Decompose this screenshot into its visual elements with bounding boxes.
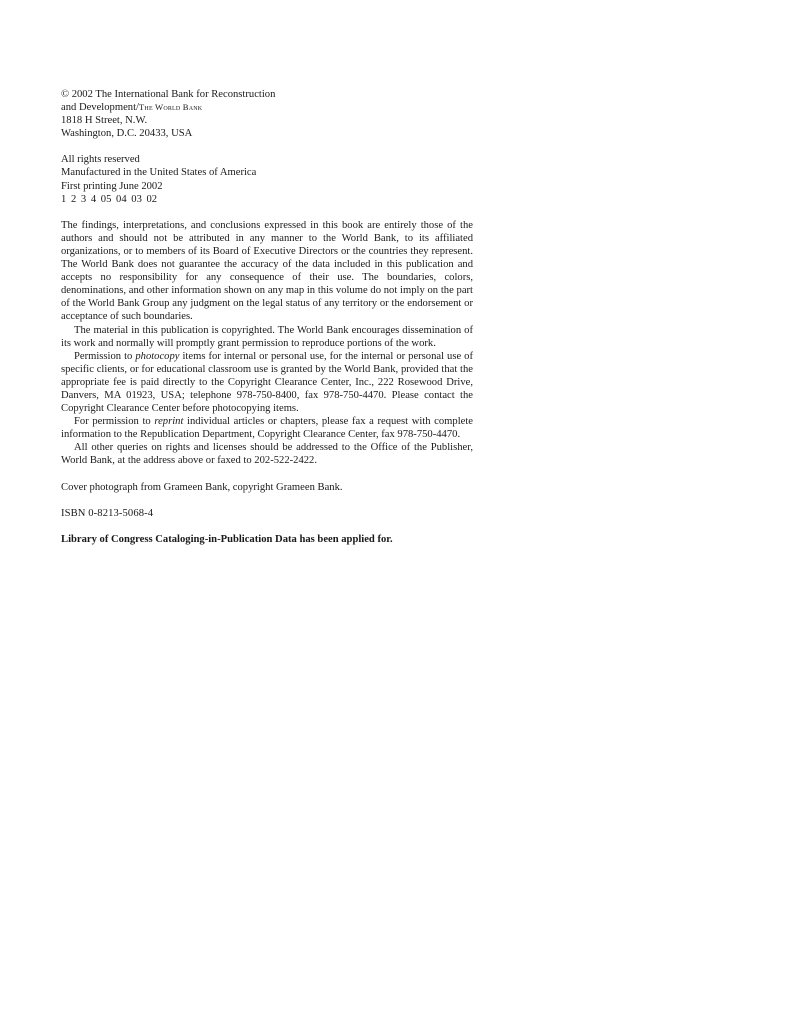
address-line-2 xyxy=(61,101,473,114)
reprint-paragraph xyxy=(61,415,473,441)
rights-block xyxy=(61,153,473,205)
copyright-paragraph: The material in this publication is copyrighted. The World Bank encourages dissemination of its work and normally will promptly grant permission to reproduce portions of the work. xyxy=(61,324,473,349)
reprint-paragraph-post: individual articles or chapters, please fax a request with complete information to the Republication Department, Copyright Clearance Center, fax 978-750-4470. xyxy=(61,416,473,441)
copyright-page xyxy=(61,88,473,546)
address-line-3: 1818 H Street, N.W. xyxy=(61,115,148,127)
address-line-2-prefix: and Development/ xyxy=(61,102,139,114)
printing-numbers: 1 2 3 4 05 04 03 02 xyxy=(61,193,158,205)
disclaimer-paragraph: The findings, interpretations, and conclusions expressed in this book are entirely those of the authors and should not be attributed in any manner to the World Bank, to its affiliated organizations, or to members of its Board of Executive Directors or the countries they represent. The World Bank does not guarantee the accuracy of the data included in this publication and accepts no responsibility for any consequence of their use. The boundaries, colors, denominations, and other information shown on any map in this volume do not imply on the part of the World Bank Group any judgment on the legal status of any territory or the endorsement or acceptance of such boundaries. xyxy=(61,219,473,323)
photocopy-emphasis: photocopy xyxy=(135,350,180,362)
photocopy-paragraph-pre: Permission to xyxy=(74,350,136,362)
first-printing-line: First printing June 2002 xyxy=(61,180,163,192)
publisher-address xyxy=(61,88,473,140)
manufactured-line: Manufactured in the United States of America xyxy=(61,167,257,179)
rights-reserved: All rights reserved xyxy=(61,154,140,166)
publisher-name-smallcaps: The World Bank xyxy=(138,102,203,113)
cip-data-statement: Library of Congress Cataloging-in-Publication Data has been applied for. xyxy=(61,533,393,545)
address-line-1: © 2002 The International Bank for Reconstruction xyxy=(61,89,276,100)
disclaimer-text xyxy=(61,219,473,468)
address-line-4: Washington, D.C. 20433, USA xyxy=(61,128,193,140)
other-queries-paragraph: All other queries on rights and licenses should be addressed to the Office of the Publisher, World Bank, at the address above or faxed to 202-522-2422. xyxy=(61,442,473,467)
cover-photo-credit: Cover photograph from Grameen Bank, copyright Grameen Bank. xyxy=(61,481,343,493)
photocopy-paragraph-post: items for internal or personal use, for the internal or personal use of specific clients, or for educational classroom use is granted by the World Bank, provided that the appropriate fee is paid directly to the Copyright Clearance Center, Inc., 222 Rosewood Drive, Danvers, MA 01923, USA; telephone 978-750-8400, fax 978-750-4470. Please contact the Copyright Clearance Center before photocopying items. xyxy=(61,350,473,415)
isbn-number: ISBN 0-8213-5068-4 xyxy=(61,507,154,519)
reprint-paragraph-pre: For permission to xyxy=(74,416,155,428)
photocopy-paragraph xyxy=(61,350,473,415)
reprint-emphasis: reprint xyxy=(154,416,184,428)
